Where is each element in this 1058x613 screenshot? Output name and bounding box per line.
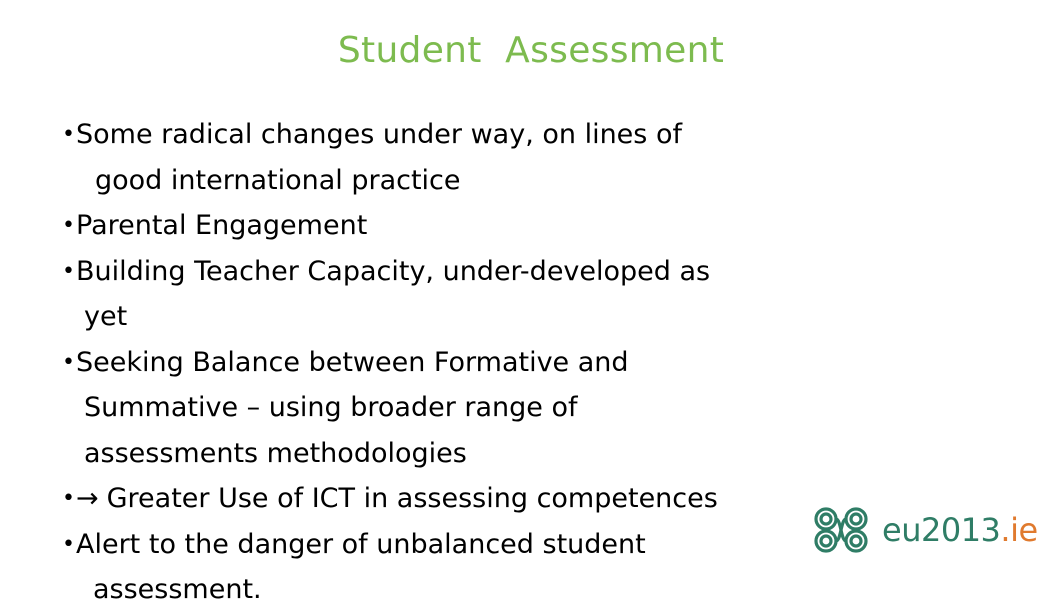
bullet-text: Parental Engagement bbox=[76, 210, 368, 241]
bullet-dot: • bbox=[62, 531, 75, 557]
slide-title: Student Assessment bbox=[337, 30, 725, 71]
bullet-text: assessment. bbox=[93, 574, 262, 605]
bullet-dot: • bbox=[62, 258, 75, 284]
eu2013-logo bbox=[810, 505, 1038, 555]
logo-text: eu2013.ie bbox=[882, 511, 1038, 549]
bullet-text: Some radical changes under way, on lines of bbox=[76, 119, 682, 150]
bullet-list bbox=[62, 112, 822, 613]
bullet-text: Greater Use of ICT in assessing competences bbox=[106, 483, 718, 514]
bullet-dot: • bbox=[62, 122, 75, 147]
bullet-item bbox=[62, 340, 822, 477]
bullet-text: assessments methodologies bbox=[84, 437, 467, 469]
bullet-item bbox=[62, 476, 822, 522]
bullet-item bbox=[62, 203, 822, 249]
bullet-item bbox=[62, 249, 822, 340]
bullet-text: yet bbox=[84, 301, 128, 332]
bullet-dot: • bbox=[62, 349, 75, 375]
bullet-item bbox=[62, 522, 822, 613]
arrow-right-icon: → bbox=[76, 483, 99, 514]
bullet-text: good international practice bbox=[95, 164, 461, 196]
bullet-dot: • bbox=[62, 213, 75, 238]
celtic-knot-icon bbox=[810, 505, 872, 555]
bullet-text: Summative – using broader range of bbox=[84, 392, 578, 423]
bullet-item bbox=[62, 112, 822, 203]
bullet-text: Building Teacher Capacity, under-developed as bbox=[76, 255, 711, 287]
bullet-dot: • bbox=[62, 486, 75, 511]
bullet-text: Seeking Balance between Formative and bbox=[76, 346, 629, 378]
bullet-text: Alert to the danger of unbalanced student bbox=[76, 528, 646, 560]
